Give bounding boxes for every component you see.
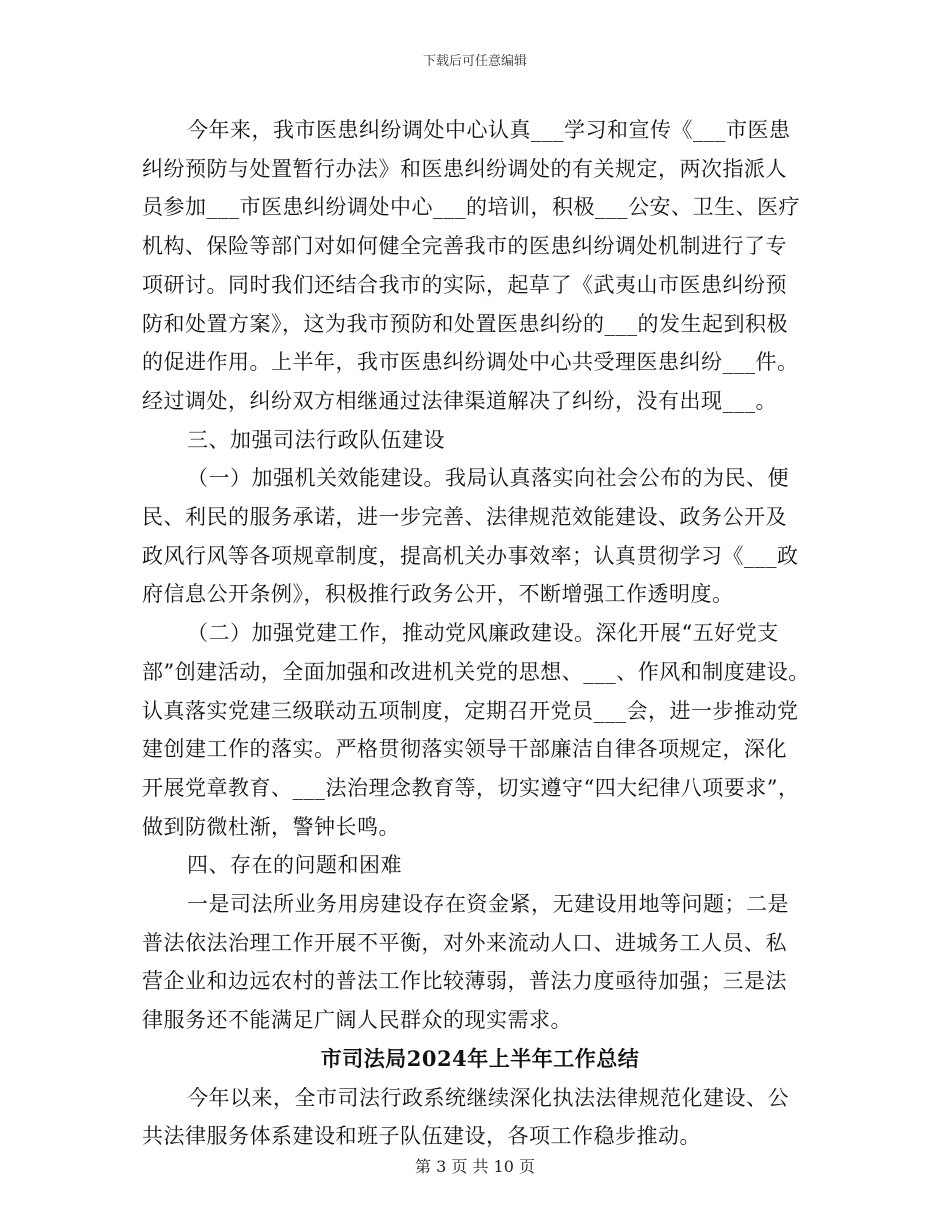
text-line: （一）加强机关效能建设。我局认真落实向社会公布的为民、便 — [187, 466, 789, 491]
text-line: （二）加强党建工作，推动党风廉政建设。深化开展“五好党支 — [187, 621, 779, 646]
text-line: 防和处置方案》，这为我市预防和处置医患纠纷的___的发生起到积极 — [142, 311, 788, 336]
text-line: 纠纷预防与处置暂行办法》和医患纠纷调处的有关规定，两次指派人 — [142, 156, 787, 181]
text-line: 共法律服务体系建设和班子队伍建设，各项工作稳步推动。 — [142, 1124, 701, 1149]
text-line: 民、利民的服务承诺，进一步完善、法律规范效能建设、政务公开及 — [142, 505, 787, 530]
text-line: 律服务还不能满足广阔人民群众的现实需求。 — [142, 1008, 572, 1033]
text-line: 经过调处，纠纷双方相继通过法律渠道解决了纠纷，没有出现___。 — [142, 388, 777, 413]
text-line: 开展党章教育、___法治理念教育等，切实遵守“四大纪律八项要求”， — [142, 775, 800, 800]
text-line: 做到防微杜渐，警钟长鸣。 — [142, 814, 400, 839]
text-line: 府信息公开条例》，积极推行政务公开，不断增强工作透明度。 — [142, 582, 734, 607]
text-line: 普法依法治理工作开展不平衡，对外来流动人口、进城务工人员、私 — [142, 930, 787, 955]
text-line: 四、存在的问题和困难 — [187, 853, 402, 878]
text-line: 认真落实党建三级联动五项制度，定期召开党员___会，进一步推动党 — [142, 698, 799, 723]
page-header: 下载后可任意编辑 — [422, 54, 527, 69]
text-line: 今年来，我市医患纠纷调处中心认真___学习和宣传《___市医患 — [187, 118, 791, 142]
text-line: 政风行风等各项规章制度，提高机关办事效率；认真贯彻学习《___政 — [142, 543, 799, 568]
text-line: 三、加强司法行政队伍建设 — [187, 427, 445, 452]
text-line: 营企业和边远农村的普法工作比较薄弱，普法力度亟待加强；三是法 — [142, 969, 787, 994]
text-line: 机构、保险等部门对如何健全完善我市的医患纠纷调处机制进行了专 — [142, 234, 787, 259]
text-line: 员参加___市医患纠纷调处中心___的培训，积极___公安、卫生、医疗 — [142, 195, 800, 220]
text-line: 今年以来，全市司法行政系统继续深化执法法律规范化建设、公 — [187, 1085, 789, 1110]
text-line: 部”创建活动，全面加强和改进机关党的思想、___、作风和制度建设。 — [142, 659, 810, 684]
text-line: 的促进作用。上半年，我市医患纠纷调处中心共受理医患纠纷___件。 — [142, 350, 799, 375]
text-line: 项研讨。同时我们还结合我市的实际，起草了《武夷山市医患纠纷预 — [142, 272, 787, 297]
text-line: 一是司法所业务用房建设存在资金紧，无建设用地等问题；二是 — [187, 892, 789, 917]
text-line: 建创建工作的落实。严格贯彻落实领导干部廉洁自律各项规定，深化 — [142, 737, 787, 762]
document-body — [142, 111, 818, 1156]
page-footer: 第 3 页 共 10 页 — [415, 1157, 535, 1176]
section-title: 市司法局2024年上半年工作总结 — [320, 1045, 640, 1071]
